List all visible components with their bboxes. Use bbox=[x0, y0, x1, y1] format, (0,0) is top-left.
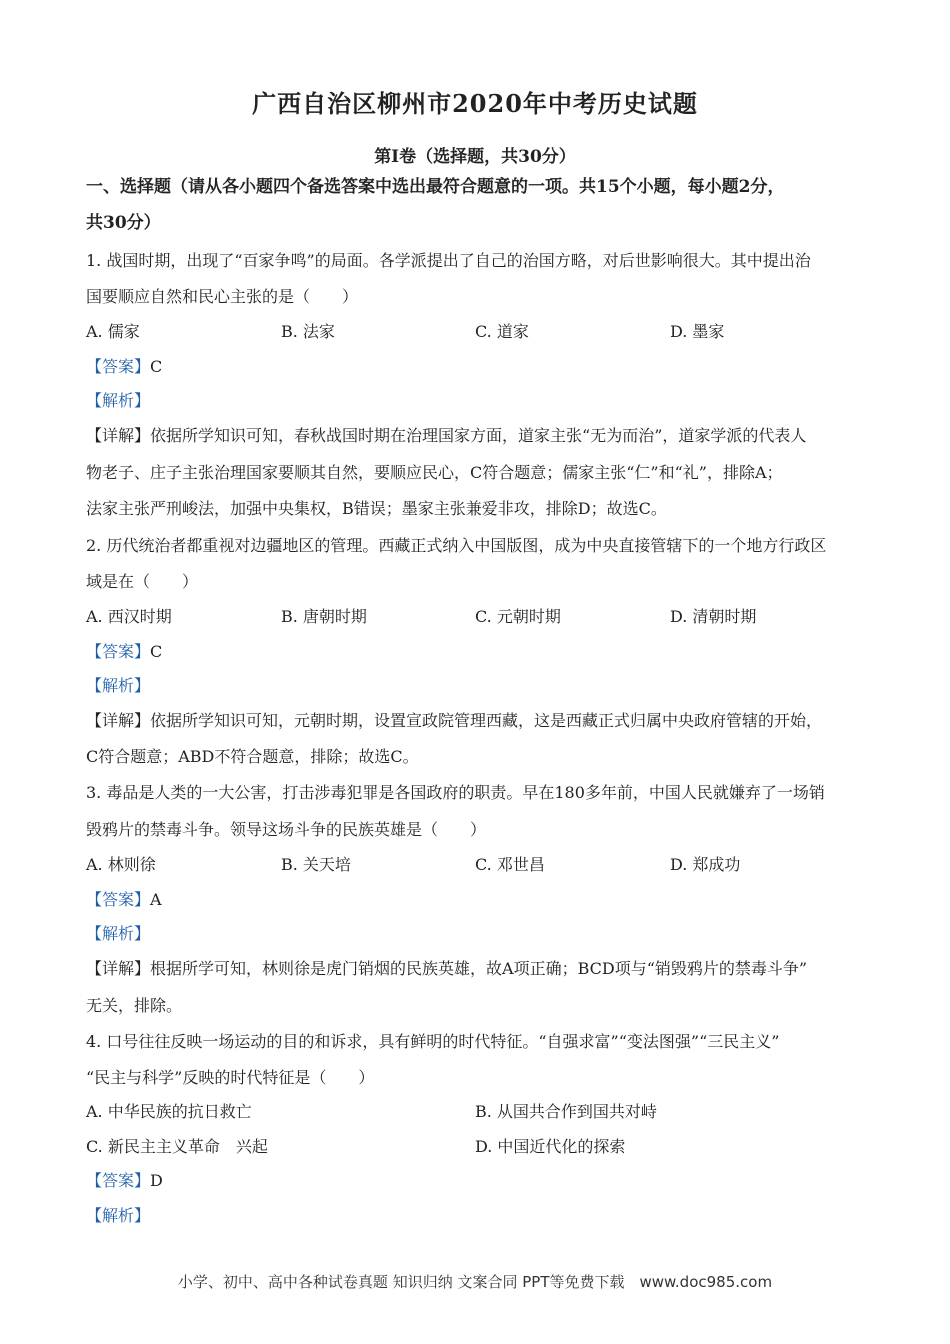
q4-option-a: A. 中华民族的抗日救亡 bbox=[86, 1102, 252, 1121]
answer-tag: 【答案】 bbox=[86, 890, 151, 909]
q3-detail-line1 bbox=[86, 958, 866, 980]
answer-tag: 【答案】 bbox=[86, 1171, 151, 1190]
q3-option-c: C. 邓世昌 bbox=[475, 855, 545, 874]
footer-download-link[interactable]: 小学、初中、高中各种试卷真题 知识归纳 文案合同 PPT等免费下载 www.doc985.com bbox=[177, 1273, 773, 1291]
detail-tag: 【详解】 bbox=[86, 711, 151, 730]
q1-stem-line1: 1. 战国时期，出现了“百家争鸣”的局面。各学派提出了自己的治国方略，对后世影响很大。其中提出治 bbox=[86, 251, 811, 270]
q3-answer bbox=[86, 889, 866, 911]
q1-option-a: A. 儒家 bbox=[86, 322, 140, 341]
q1-option-b: B. 法家 bbox=[281, 322, 335, 341]
q1-option-d: D. 墨家 bbox=[670, 322, 725, 341]
q2-option-c: C. 元朝时期 bbox=[475, 607, 561, 626]
q2-detail-line1 bbox=[86, 710, 866, 732]
q4-stem-line2: “民主与科学”反映的时代特征是（ ） bbox=[86, 1068, 375, 1087]
page-subtitle: 第Ⅰ卷（选择题，共30分） bbox=[374, 147, 576, 167]
page-title: 广西自治区柳州市2020年中考历史试题 bbox=[252, 89, 698, 118]
q4-answer bbox=[86, 1170, 866, 1192]
q2-option-a: A. 西汉时期 bbox=[86, 607, 172, 626]
q4-stem-line1: 4. 口号往往反映一场运动的目的和诉求，具有鲜明的时代特征。“自强求富”“变法图强”“三民主义” bbox=[86, 1032, 780, 1051]
detail-text: 依据所学知识可知，春秋战国时期在治理国家方面，道家主张“无为而治”，道家学派的代表人 bbox=[150, 426, 807, 445]
detail-text: 依据所学知识可知，元朝时期，设置宣政院管理西藏，这是西藏正式归属中央政府管辖的开始， bbox=[150, 711, 823, 730]
q4-option-d: D. 中国近代化的探索 bbox=[475, 1137, 626, 1156]
answer-value: D bbox=[150, 1171, 163, 1190]
q2-option-b: B. 唐朝时期 bbox=[281, 607, 367, 626]
q2-answer bbox=[86, 641, 866, 663]
q3-detail-line2: 无关，排除。 bbox=[86, 996, 183, 1015]
q1-stem-line2: 国要顺应自然和民心主张的是（ ） bbox=[86, 287, 359, 306]
q4-option-c: C. 新民主主义革命 兴起 bbox=[86, 1137, 268, 1156]
q3-option-a: A. 林则徐 bbox=[86, 855, 156, 874]
q3-option-b: B. 关天培 bbox=[281, 855, 351, 874]
q2-option-d: D. 清朝时期 bbox=[670, 607, 757, 626]
q2-analysis-tag: 【解析】 bbox=[86, 676, 151, 695]
q1-option-c: C. 道家 bbox=[475, 322, 529, 341]
q2-detail-line2: C符合题意；ABD不符合题意，排除；故选C。 bbox=[86, 747, 419, 766]
q3-stem-line1: 3. 毒品是人类的一大公害，打击涉毒犯罪是各国政府的职责。早在180多年前，中国人民就嫌弃了一场销 bbox=[86, 783, 825, 802]
section-heading-line1: 一、选择题（请从各小题四个备选答案中选出最符合题意的一项。共15个小题，每小题2分， bbox=[86, 177, 785, 197]
q3-stem-line2: 毁鸦片的禁毒斗争。领导这场斗争的民族英雄是（ ） bbox=[86, 820, 487, 839]
section-heading-line2: 共30分） bbox=[86, 213, 161, 233]
q1-detail-line2: 物老子、庄子主张治理国家要顺其自然，要顺应民心，C符合题意；儒家主张“仁”和“礼”，排除A； bbox=[86, 463, 783, 482]
detail-tag: 【详解】 bbox=[86, 959, 151, 978]
q3-analysis-tag: 【解析】 bbox=[86, 924, 151, 943]
q2-stem-line2: 域是在（ ） bbox=[86, 572, 199, 591]
q1-detail-line3: 法家主张严刑峻法，加强中央集权，B错误；墨家主张兼爱非攻，排除D；故选C。 bbox=[86, 499, 667, 518]
answer-tag: 【答案】 bbox=[86, 357, 151, 376]
q2-stem-line1: 2. 历代统治者都重视对边疆地区的管理。西藏正式纳入中国版图，成为中央直接管辖下的一个地方行政区 bbox=[86, 536, 827, 555]
answer-value: C bbox=[150, 357, 163, 376]
q4-analysis-tag: 【解析】 bbox=[86, 1206, 151, 1225]
q1-detail-line1 bbox=[86, 425, 866, 447]
answer-tag: 【答案】 bbox=[86, 642, 151, 661]
answer-value: C bbox=[150, 642, 163, 661]
q1-answer bbox=[86, 356, 866, 378]
q4-option-b: B. 从国共合作到国共对峙 bbox=[475, 1102, 657, 1121]
q3-option-d: D. 郑成功 bbox=[670, 855, 741, 874]
detail-tag: 【详解】 bbox=[86, 426, 151, 445]
detail-text: 根据所学可知，林则徐是虎门销烟的民族英雄，故A项正确；BCD项与“销毁鸦片的禁毒斗争” bbox=[150, 959, 808, 978]
q1-analysis-tag: 【解析】 bbox=[86, 391, 151, 410]
answer-value: A bbox=[150, 890, 162, 909]
